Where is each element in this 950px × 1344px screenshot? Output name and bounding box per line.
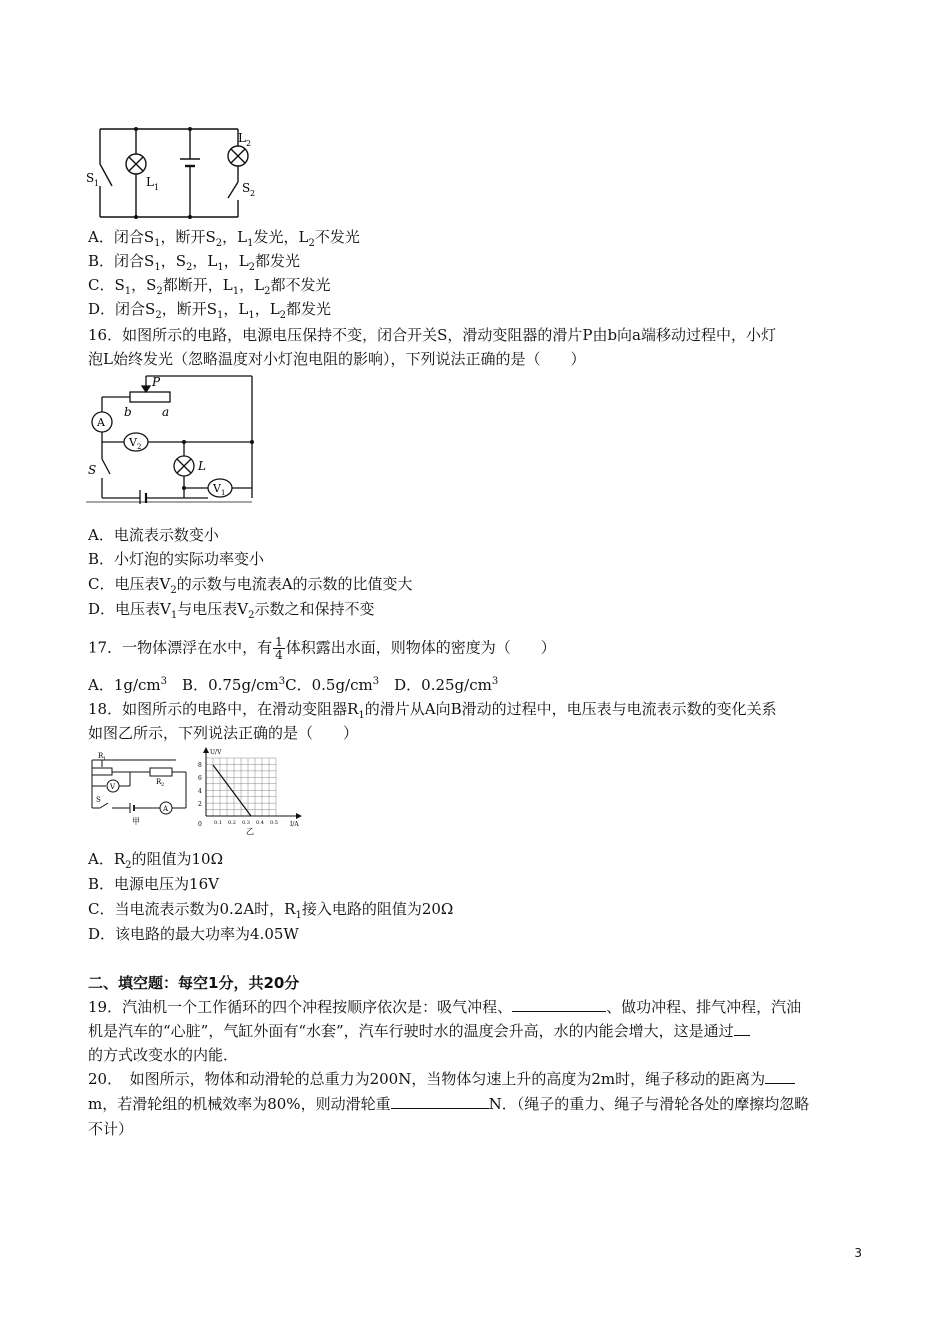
fig-ammeter: A [163,805,169,813]
q18-option-a: A．$R_2$的阻值为10Ω [88,850,224,871]
ytick-4: 4 [198,788,202,795]
q18-figure [86,746,316,836]
graph-origin: 0 [198,821,202,828]
q15-option-c: C．$S_1$，$S_2$都断开，$L_1$，$L_2$都不发光 [88,276,331,297]
q15-option-b: B．闭合$S_1$，$S_2$，$L_1$，$L_2$都发光 [88,252,301,273]
fig-voltmeter: V [110,783,116,791]
graph-line [213,765,251,816]
label-s1: S [86,171,95,185]
q19-line2: 机是汽车的“心脏”，气缸外面有“水套”，汽车行驶时水的温度会升高，水的内能会增大，这是通过 [88,1020,750,1042]
label-l: L [198,459,206,473]
q15-option-a: A．闭合$S_1$，断开$S_2$，$L_1$发光，$L_2$不发光 [88,228,360,249]
q17-stem: 17．一物体漂浮在水中，有 $\frac{1}{4}$ 体积露出水面，则物体的密度为（ ） [88,635,556,662]
label-a: a [162,405,170,419]
q19-line1: 19．汽油机一个工作循环的四个冲程按顺序依次是：吸气冲程、 、做功冲程、排气冲程，汽油 [88,998,802,1016]
fraction-one-quarter: $\frac{1}{4}$ [275,635,283,662]
label-l1: L [146,175,154,189]
q16-option-c: C．电压表$V_2$的示数与电流表A的示数的比值变大 [88,575,413,596]
label-s: S [88,463,97,477]
q18-graph [198,747,302,836]
q20-line3: 不计） [88,1120,134,1138]
label-v1: V [213,482,221,495]
xtick-0.4: 0.4 [256,820,264,826]
label-l1-sub: 1 [154,183,160,192]
xtick-0.3: 0.3 [242,820,250,826]
q20-line2: m，若滑轮组的机械效率为80%，则动滑轮重 N．（绳子的重力、绳子与滑轮各处的摩擦均忽略 [88,1095,810,1113]
graph-xlabel: I/A [290,821,299,828]
label-s2: S [242,181,251,195]
q17-options: A．$1g/cm^3$ B．$0.75g/cm^3C$．$0.5g/cm^3$ D．$0.25g/cm^3$ [88,676,499,694]
q18-option-c: C．当电流表示数为0.2A时，$R_1$接入电路的阻值为20Ω [88,900,454,921]
answer-blank[interactable] [765,1069,795,1084]
section-title: 二、填空题：每空1分，共20分 [88,974,300,992]
page-number: 3 [854,1246,862,1260]
label-l2: L [238,131,246,145]
fig-jia: 甲 [132,817,140,826]
q16-option-b: B．小灯泡的实际功率变小 [88,550,265,568]
q16-stem-line1: 16．如图所示的电路，电源电压保持不变，闭合开关S，滑动变阻器的滑片P由b向a端移动过程中，小灯 [88,326,777,344]
q16-option-d: D．电压表$V_1$与电压表$V_2$示数之和保持不变 [88,600,375,621]
label-v2-sub: 2 [137,443,142,451]
fig-r1-sub: 1 [103,756,107,762]
q16-circuit-figure [86,374,261,504]
answer-blank[interactable] [391,1094,489,1109]
label-p: P [152,375,161,389]
xtick-0.2: 0.2 [228,820,236,826]
label-s2-sub: 2 [250,189,256,198]
ytick-8: 8 [198,762,202,769]
fig-switch: S [96,796,101,804]
q15-circuit-figure [86,124,266,224]
answer-blank[interactable] [734,1021,750,1036]
label-ammeter: A [97,416,105,429]
ytick-2: 2 [198,801,202,808]
q19-line3: 的方式改变水的内能． [88,1046,239,1064]
xtick-0.5: 0.5 [270,820,278,826]
fig-r2: R [156,778,162,786]
label-v1-sub: 1 [221,489,226,497]
xtick-0.1: 0.1 [214,820,222,826]
label-b: b [124,405,132,419]
q18-stem-line1: 18．如图所示的电路中，在滑动变阻器$R_1$的滑片从A向B滑动的过程中，电压表与电流表示数的变化关系 [88,700,777,721]
fig-yi: 乙 [246,827,254,836]
ytick-6: 6 [198,775,202,782]
fig-r2-sub: 2 [161,782,165,788]
graph-ylabel: U/V [210,749,222,756]
q15-option-d: D．闭合$S_2$，断开$S_1$，$L_1$，$L_2$都发光 [88,300,332,321]
answer-blank[interactable] [512,997,606,1012]
q20-line1: 20． 如图所示，物体和动滑轮的总重力为200N，当物体匀速上升的高度为2m时，绳子移动的距离为 [88,1068,795,1090]
label-v2: V [129,436,137,449]
q16-option-a: A．电流表示数变小 [88,526,219,544]
q18-option-b: B．电源电压为16V [88,875,219,893]
q18-option-d: D．该电路的最大功率为4.05W [88,925,299,943]
q16-stem-line2: 泡L始终发光（忽略温度对小灯泡电阻的影响），下列说法正确的是（ ） [88,350,586,368]
fig-r1: R [98,752,104,760]
q18-stem-line2: 如图乙所示，下列说法正确的是（ ） [88,724,359,742]
label-l2-sub: 2 [246,139,252,148]
label-s1-sub: 1 [94,179,100,188]
